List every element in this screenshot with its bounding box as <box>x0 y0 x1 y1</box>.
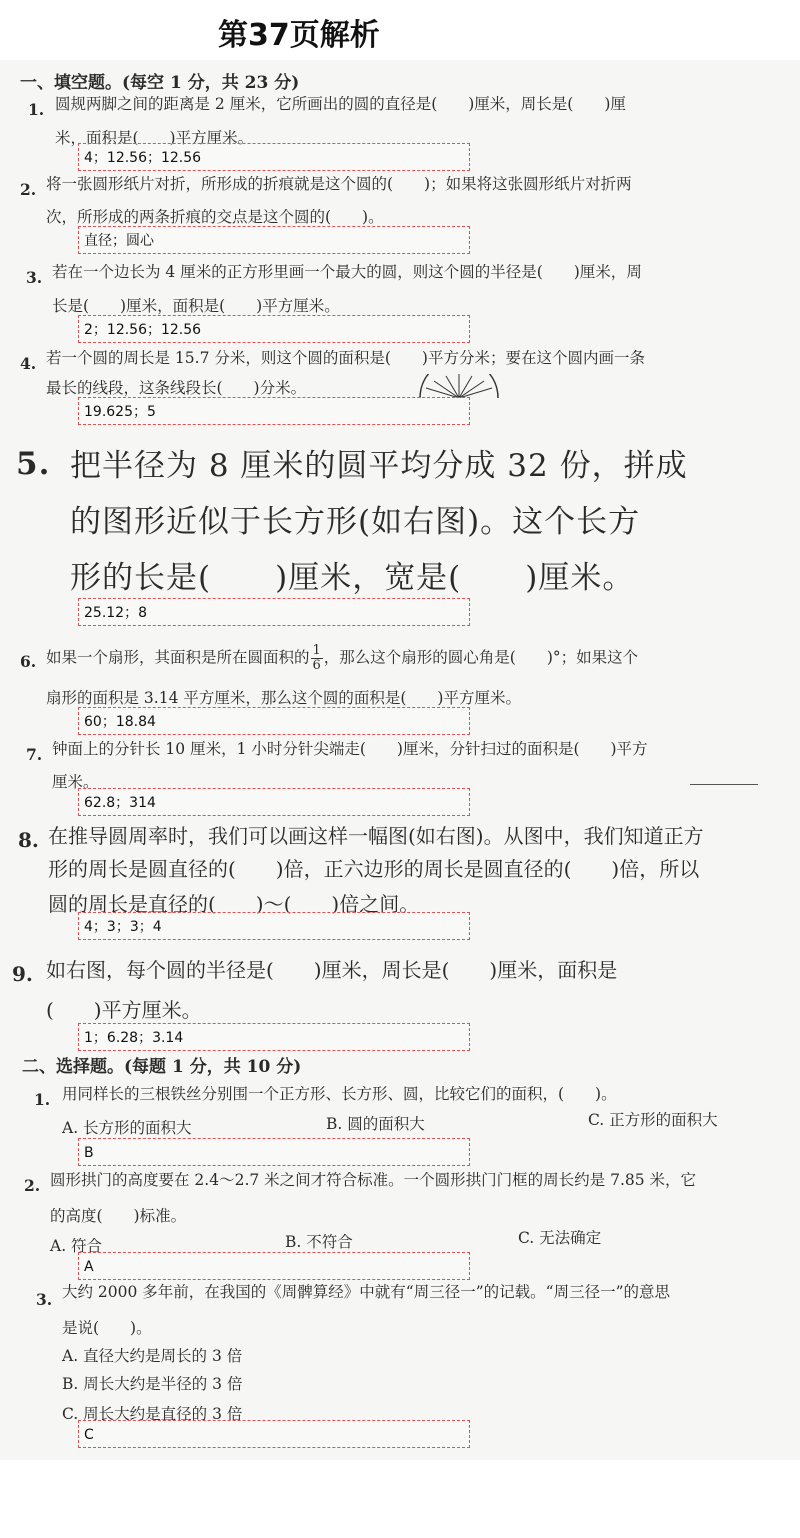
section-heading-choice: 二、选择题。(每题 1 分，共 10 分) <box>22 1057 302 1077</box>
choice-option-a: A. 直径大约是周长的 3 倍 <box>62 1347 243 1365</box>
choice-option-a: A. 长方形的面积大 <box>62 1119 192 1137</box>
divider-line <box>690 784 758 785</box>
choice-option-c: C. 正方形的面积大 <box>588 1111 718 1129</box>
answer-box: 直径；圆心 <box>78 226 470 254</box>
answer-box: C <box>78 1420 470 1448</box>
question-text: ( )平方厘米。 <box>46 998 202 1022</box>
answer-box: 60；18.84 <box>78 707 470 735</box>
question-text: 若一个圆的周长是 15.7 分米，则这个圆的面积是( )平方分米；要在这个圆内画一条 <box>46 349 645 367</box>
question-text: 是说( )。 <box>62 1319 152 1337</box>
question-text: 扇形的面积是 3.14 平方厘米，那么这个圆的面积是( )平方厘米。 <box>46 689 521 707</box>
question-text: 将一张圆形纸片对折，所形成的折痕就是这个圆的( )；如果将这张圆形纸片对折两 <box>46 175 632 193</box>
choice-option-c: C. 无法确定 <box>518 1229 602 1247</box>
question-number: 4. <box>20 354 37 373</box>
question-text-part: ，那么这个扇形的圆心角是( )°；如果这个 <box>323 648 639 667</box>
choice-option-b: B. 圆的面积大 <box>326 1115 425 1133</box>
question-number: 2. <box>24 1176 41 1195</box>
question-text-part: 如果一个扇形，其面积是所在圆面积的 <box>46 648 310 667</box>
fraction-numerator: 1 <box>312 643 321 658</box>
answer-box: 4；12.56；12.56 <box>78 143 470 171</box>
question-number: 7. <box>26 745 43 764</box>
question-text: 大约 2000 多年前，在我国的《周髀算经》中就有“周三径一”的记载。“周三径一”的意思 <box>62 1283 670 1301</box>
section-heading-fill-in: 一、填空题。(每空 1 分，共 23 分) <box>20 73 300 93</box>
question-text: 次，所形成的两条折痕的交点是这个圆的( )。 <box>46 208 384 226</box>
question-text: 的高度( )标准。 <box>50 1207 187 1225</box>
question-number: 1. <box>34 1090 51 1109</box>
question-text: 圆规两脚之间的距离是 2 厘米，它所画出的圆的直径是( )厘米，周长是( )厘 <box>55 95 626 113</box>
fan-shape-icon <box>418 374 500 398</box>
question-number: 6. <box>20 652 37 671</box>
answer-box: B <box>78 1138 470 1166</box>
choice-option-b: B. 不符合 <box>285 1233 353 1251</box>
question-text: 如右图，每个圆的半径是( )厘米，周长是( )厘米，面积是 <box>46 958 618 982</box>
choice-option-c: C. 周长大约是直径的 3 倍 <box>62 1405 243 1423</box>
answer-box: 1；6.28；3.14 <box>78 1023 470 1051</box>
fraction-denominator: 6 <box>312 658 321 673</box>
answer-box: 62.8；314 <box>78 788 470 816</box>
answer-box: 2；12.56；12.56 <box>78 315 470 343</box>
question-text: 圆的周长是直径的( )～( )倍之间。 <box>48 892 420 916</box>
question-number: 5. <box>16 446 51 482</box>
question-text: 钟面上的分针长 10 厘米，1 小时分针尖端走( )厘米，分针扫过的面积是( )平方 <box>52 740 648 758</box>
question-text: 在推导圆周率时，我们可以画这样一幅图(如右图)。从图中，我们知道正方 <box>48 824 704 848</box>
question-text: 厘米。 <box>52 773 99 791</box>
question-number: 2. <box>20 180 37 199</box>
answer-box: 4；3；3；4 <box>78 912 470 940</box>
question-number: 1. <box>28 100 45 119</box>
page-title: 第37页解析 <box>218 18 380 53</box>
question-number: 3. <box>26 268 43 287</box>
question-number: 9. <box>12 962 33 986</box>
question-text <box>46 644 638 673</box>
question-text: 米，面积是( )平方厘米。 <box>55 129 254 147</box>
answer-box: A <box>78 1252 470 1280</box>
question-text: 若在一个边长为 4 厘米的正方形里画一个最大的圆，则这个圆的半径是( )厘米，周 <box>52 263 642 281</box>
question-text: 用同样长的三根铁丝分别围一个正方形、长方形、圆，比较它们的面积，( )。 <box>62 1085 617 1103</box>
question-text: 的图形近似于长方形(如右图)。这个长方 <box>70 504 641 540</box>
choice-option-a: A. 符合 <box>50 1237 103 1255</box>
question-text: 把半径为 8 厘米的圆平均分成 32 份，拼成 <box>70 448 688 484</box>
question-number: 3. <box>36 1290 53 1309</box>
fraction-one-sixth <box>311 644 323 673</box>
answer-box: 19.625；5 <box>78 397 470 425</box>
choice-option-b: B. 周长大约是半径的 3 倍 <box>62 1375 243 1393</box>
question-text: 形的长是( )厘米，宽是( )厘米。 <box>70 560 635 596</box>
question-text: 最长的线段，这条线段长( )分米。 <box>46 379 307 397</box>
question-number: 8. <box>18 828 39 852</box>
question-text: 长是( )厘米，面积是( )平方厘米。 <box>52 297 340 315</box>
question-text: 形的周长是圆直径的( )倍，正六边形的周长是圆直径的( )倍，所以 <box>48 857 700 881</box>
answer-box: 25.12；8 <box>78 598 470 626</box>
question-text: 圆形拱门的高度要在 2.4～2.7 米之间才符合标准。一个圆形拱门门框的周长约是 7.85 米，它 <box>50 1171 697 1189</box>
